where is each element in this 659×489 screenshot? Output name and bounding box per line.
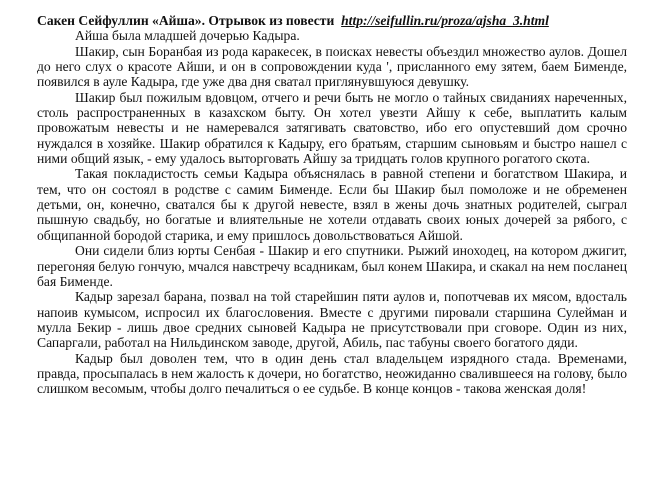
paragraph: Кадыр зарезал барана, позвал на той старейшин пяти аулов и, попотчевав их мясом, вдосталь напоив кумысом, испросил их благословения. Вместе с другими пировали старшина Сулейман и мулла Бекир - лишь двое средних сыновей Кадыра не присутствовали при сговоре. Один из них, Сапаргали, работал на Нильдинском заводе, другой, Абиль, пас табуны своего богатого дяди. bbox=[37, 289, 627, 351]
document-page bbox=[37, 13, 627, 397]
paragraph: Кадыр был доволен тем, что в один день стал владельцем изрядного стада. Временами, правда, просыпалась в нем жалость к дочери, но богатство, неожиданно свалившееся на голову, было слишком весомым, чтобы долго печалиться о ее судьбе. В конце концов - такова женская доля! bbox=[37, 350, 627, 397]
paragraph: Шакир был пожилым вдовцом, отчего и речи быть не могло о тайных свиданиях нареченных, столь распространенных в казахском быту. Он хотел увезти Айшу к себе, выплатить калым провожатым невесты и не намеревался затягивать сватовство, ибо его опустевший дом срочно нуждался в хозяйке. Шакир обратился к Кадыру, его братьям, старшим сыновьям и быстро нашел с ними общий язык, - ему удалось выторговать Айшу за тридцать голов крупного рогатого скота. bbox=[37, 89, 627, 167]
paragraph: Такая покладистость семьи Кадыра объяснялась в равной степени и богатством Шакира, и тем, что он состоял в родстве с самим Бименде. Если бы Шакир был помоложе и не обременен детьми, он, конечно, сватался бы к другой невесте, взял в жены дочь знатных родителей, сыграл пышную свадьбу, но богатые и влиятельные не хотели отдавать своих юных дочерей за рябого, с общипанной бородой старика, и ему пришлось довольствоваться Айшой. bbox=[37, 166, 627, 243]
paragraph: Они сидели близ юрты Сенбая - Шакир и его спутники. Рыжий иноходец, на котором джигит, перегоняя белую гончую, мчался навстречу всадникам, был конем Шакира, и скакал на нем посланец бая Бименде. bbox=[37, 243, 627, 289]
document-title: Сакен Сейфуллин «Айша». Отрывок из повести bbox=[37, 13, 335, 28]
paragraph: Айша была младшей дочерью Кадыра. bbox=[75, 28, 300, 44]
source-link[interactable]: http://seifullin.ru/proza/ajsha_3.html bbox=[341, 13, 549, 28]
document-heading bbox=[37, 13, 627, 28]
paragraph: Шакир, сын Боранбая из рода каракесек, в поисках невесты объездил множество аулов. Дошел до него слух о красоте Айши, и он в сопровождении куда ', присланного ему зятем, баем Бименде, появился в ауле Кадыра, где уже два дня сватал приглянувшуюся девушку. bbox=[37, 43, 627, 90]
